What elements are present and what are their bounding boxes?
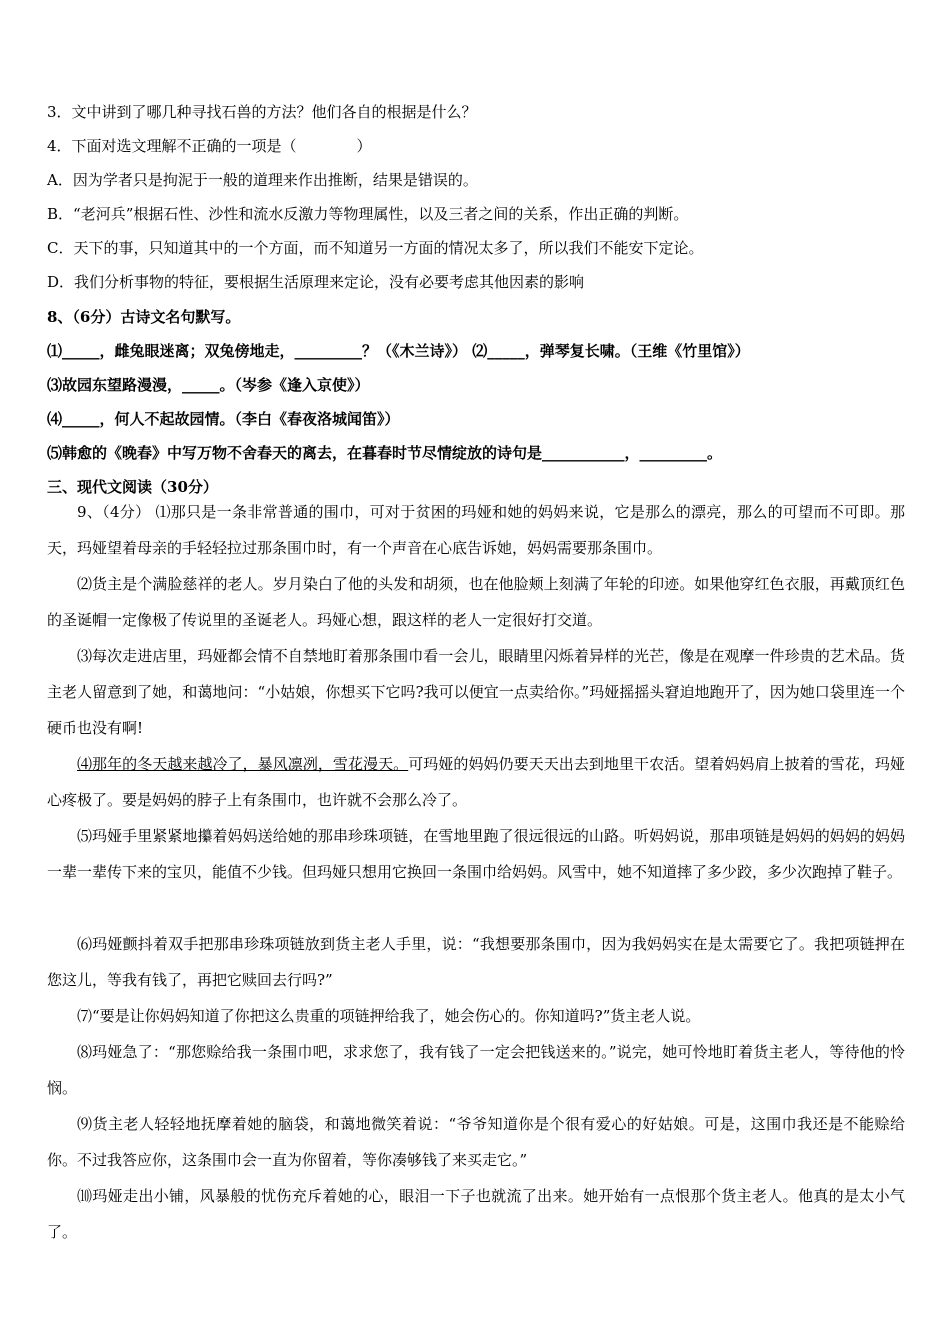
- section-3-heading: 三、现代文阅读（30分）: [47, 478, 218, 496]
- question-4: 4．下面对选文理解不正确的一项是（ ）: [47, 137, 372, 155]
- reading-paragraph-2: ⑵货主是个满脸慈祥的老人。岁月染白了他的头发和胡须，也在他脸颊上刻满了年轮的印迹。如果他穿红色衣服，再戴顶红色的圣诞帽一定像极了传说里的圣诞老人。玛娅心想，跟这样的老人一定很好打交道。: [47, 575, 905, 629]
- option-b: B．“老河兵”根据石性、沙性和流水反激力等物理属性，以及三者之间的关系，作出正确的判断。: [47, 205, 689, 223]
- question-8-item-3: ⑶故园东望路漫漫，_____。（岑参《逢入京使》）: [47, 376, 370, 394]
- reading-paragraph-8: ⑻玛娅急了：“那您赊给我一条围巾吧，求求您了，我有钱了一定会把钱送来的。”说完，她可怜地盯着货主老人，等待他的怜悯。: [47, 1043, 905, 1097]
- reading-paragraph-4: [47, 746, 905, 818]
- reading-paragraph-5: ⑸玛娅手里紧紧地攥着妈妈送给她的那串珍珠项链，在雪地里跑了很远很远的山路。听妈妈说，那串项链是妈妈的妈妈的妈妈一辈一辈传下来的宝贝，能值不少钱。但玛娅只想用它换回一条围巾给妈妈。风雪中，她不知道摔了多少跤，多少次跑掉了鞋子。: [47, 827, 905, 881]
- reading-paragraph-10: ⑽玛娅走出小铺，风暴般的忧伤充斥着她的心，眼泪一下子也就流了出来。她开始有一点恨那个货主老人。他真的是太小气了。: [47, 1187, 905, 1241]
- question-8-title: 8、（6分）古诗文名句默写。: [47, 308, 241, 326]
- question-3: 3．文中讲到了哪几种寻找石兽的方法？他们各自的根据是什么？: [47, 103, 477, 121]
- option-c: C．天下的事，只知道其中的一个方面，而不知道另一方面的情况太多了，所以我们不能安下定论。: [47, 239, 704, 257]
- question-8-item-4: ⑷_____，何人不起故园情。（李白《春夜洛城闻笛》）: [47, 410, 400, 428]
- question-8-item-5: ⑸韩愈的《晚春》中写万物不舍春天的离去，在暮春时节尽情绽放的诗句是___________，_________。: [47, 444, 723, 462]
- paragraph-3-text: ⑶每次走进店里，玛娅都会情不自禁地盯着那条围巾看一会儿，眼睛里闪烁着异样的光芒，像是在观摩一件珍贵的艺术品。货主老人留意到了她，和蔼地问：“小姑娘，你想买下它吗?我可以便宜一点卖给你。”玛娅摇摇头窘迫地跑开了，因为她口袋里连一个硬币也没有啊!: [47, 647, 905, 737]
- option-d: D．我们分析事物的特征，要根据生活原理来定论，没有必要考虑其他因素的影响: [47, 273, 585, 291]
- reading-paragraph-9: ⑼货主老人轻轻地抚摩着她的脑袋，和蔼地微笑着说：“爷爷知道你是个很有爱心的好姑娘。可是，这围巾我还是不能赊给你。不过我答应你，这条围巾会一直为你留着，等你凑够钱了来买走它。”: [47, 1115, 905, 1169]
- option-a: A．因为学者只是拘泥于一般的道理来作出推断，结果是错误的。: [47, 171, 478, 189]
- reading-paragraph-3: [47, 638, 905, 746]
- reading-paragraph-1: 9、（4分） ⑴那只是一条非常普通的围巾，可对于贫困的玛娅和她的妈妈来说，它是那么的漂亮，那么的可望而不可即。那天，玛娅望着母亲的手轻轻拉过那条围巾时，有一个声音在心底告诉她，妈妈需要那条围巾。: [47, 503, 905, 557]
- paragraph-4-rest: 可玛娅的妈妈仍要天天出去到地里干农活。望着妈妈肩上披着的雪花，玛娅心疼极了。要是妈妈的脖子上有条围巾，也许就不会那么冷了。: [47, 755, 905, 809]
- underlined-sentence: ⑷那年的冬天越来越冷了，暴风凛冽，雪花漫天。: [77, 755, 409, 773]
- reading-paragraph-6: ⑹玛娅颤抖着双手把那串珍珠项链放到货主老人手里，说：“我想要那条围巾，因为我妈妈实在是太需要它了。我把项链押在您这儿，等我有钱了，再把它赎回去行吗?”: [47, 935, 905, 989]
- reading-paragraph-7: ⑺“要是让你妈妈知道了你把这么贵重的项链押给我了，她会伤心的。你知道吗?”货主老人说。: [77, 1007, 701, 1025]
- question-8-item-1-2: ⑴_____，雌兔眼迷离；双兔傍地走，_________？（《木兰诗》） ⑵_____，弹琴复长啸。（王维《竹里馆》）: [47, 342, 750, 360]
